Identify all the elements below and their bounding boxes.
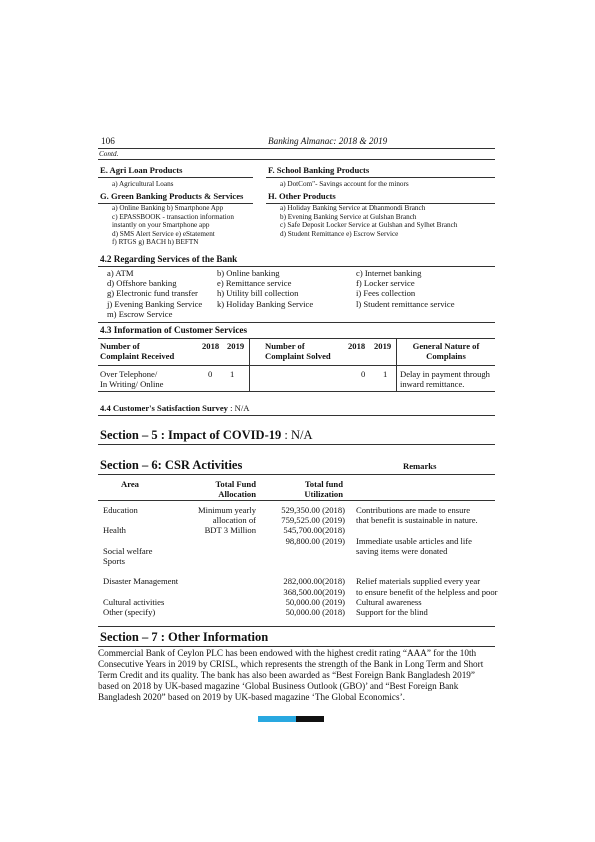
- cs-header-text: Complains: [426, 351, 466, 362]
- csr-remark-cell: Immediate usable articles and life: [356, 535, 472, 546]
- csr-remarks-column: [356, 505, 498, 617]
- running-title: Banking Almanac: 2018 & 2019: [268, 136, 388, 146]
- cs-header-2018: 2018: [202, 341, 220, 351]
- satisfaction-value: : N/A: [227, 403, 250, 413]
- other-item: b) Evening Banking Service at Gulshan Branch: [280, 212, 417, 221]
- cs-header-2019: 2019: [227, 341, 245, 351]
- csr-header-text: Total Fund: [215, 479, 256, 489]
- footer-bar-black: [296, 716, 324, 722]
- csr-util-cell: 759,525.00 (2019): [281, 515, 345, 526]
- service-item: h) Utility bill collection: [217, 288, 299, 299]
- cs-header-text: Complaint Received: [100, 351, 175, 362]
- csr-header-allocation: [190, 479, 256, 499]
- cs-divider: [249, 338, 250, 391]
- csr-util-cell: 282,000.00(2018): [283, 576, 345, 587]
- csr-util-cell: 98,800.00 (2019): [285, 535, 345, 546]
- school-item: a) DotCom"- Savings account for the minors: [280, 180, 409, 188]
- section-7-body: [98, 648, 483, 703]
- csr-remark-cell: [356, 556, 498, 566]
- csr-area-cell: [103, 536, 178, 546]
- cs-row-channel: [100, 369, 163, 389]
- section-7-line: Term Credit and its quality. The bank has also been awarded as “Best Foreign Bank Bangladesh 2019”: [98, 670, 475, 680]
- other-item: c) Safe Deposit Locker Service at Gulshan and Sylhet Branch: [280, 221, 458, 230]
- page-number: 106: [101, 136, 115, 146]
- cs-header-text: Complaint Solved: [265, 351, 331, 362]
- csr-remark-cell: Contributions are made to ensure: [356, 505, 471, 515]
- other-products-title: H. Other Products: [268, 191, 336, 201]
- section-7-title: Section – 7 : Other Information: [100, 630, 269, 644]
- csr-remarks-header: Remarks: [403, 461, 437, 471]
- service-item: i) Fees collection: [356, 288, 416, 299]
- section-7-rule: [98, 646, 495, 647]
- cs-header-text: Number of: [265, 341, 305, 351]
- csr-area-cell: Social welfare: [103, 545, 153, 556]
- csr-utilization-column: [262, 505, 345, 617]
- service-item: k) Holiday Banking Service: [217, 298, 314, 309]
- csr-area-cell: Other (specify): [103, 607, 156, 618]
- section-7-line: Commercial Bank of Ceylon PLC has been endowed with the highest credit rating “AAA” for the 10th: [98, 648, 477, 658]
- csr-util-cell: [262, 556, 345, 566]
- csr-util-cell: 50,000.00 (2019): [285, 596, 345, 607]
- service-item: c) Internet banking: [356, 268, 422, 278]
- csr-remark-cell: Cultural awareness: [356, 596, 422, 607]
- cs-cell: Over Telephone/: [100, 369, 158, 379]
- service-item: d) Offshore banking: [107, 278, 177, 289]
- cs-cell: inward remittance.: [400, 379, 465, 390]
- csr-alloc-cell: Minimum yearly: [198, 505, 256, 515]
- section-5-rule: [98, 444, 495, 445]
- services-col-3: [356, 268, 455, 309]
- cs-header-solved-2018: 2018: [348, 341, 366, 351]
- csr-remark-cell: Relief materials supplied every year: [356, 576, 481, 587]
- other-item: a) Holiday Banking Service at Dhanmondi Branch: [280, 204, 426, 212]
- cs-header-text: General Nature of: [412, 341, 480, 351]
- green-item: c) EPASSBOOK - transaction information: [112, 212, 234, 221]
- section-5-title: Section – 5 : Impact of COVID-19: [100, 428, 282, 442]
- csr-area-cell: [103, 566, 178, 576]
- csr-area-cell: Health: [103, 525, 126, 536]
- services-rule-top: [98, 266, 495, 267]
- satisfaction-survey: [100, 403, 249, 413]
- csr-alloc-cell: allocation of: [212, 515, 256, 526]
- green-item: a) Online Banking b) Smartphone App: [112, 204, 224, 212]
- csr-area-cell: Sports: [103, 556, 125, 567]
- cs-header-text: Number of: [100, 341, 140, 351]
- service-item: a) ATM: [107, 268, 134, 278]
- csr-header-text: Allocation: [218, 489, 256, 500]
- agri-item: a) Agricultural Loans: [112, 180, 174, 188]
- section-5-heading: [100, 428, 312, 443]
- csr-rule-top: [98, 474, 495, 475]
- contd-rule: [98, 159, 495, 160]
- footer-bar-blue: [258, 716, 296, 722]
- csr-header-text: Utilization: [304, 489, 343, 500]
- cs-header-solved-2019: 2019: [374, 341, 392, 351]
- other-products-list: [280, 204, 457, 238]
- cs-row-nature: [400, 369, 490, 389]
- cs-table-mid-rule: [98, 365, 495, 366]
- csr-remark-cell: saving items were donated: [356, 545, 448, 556]
- customer-services-title: 4.3 Information of Customer Services: [100, 325, 248, 335]
- service-item: l) Student remittance service: [356, 298, 455, 309]
- service-item: f) Locker service: [356, 278, 415, 289]
- other-item: d) Student Remittance e) Escrow Service: [280, 229, 399, 238]
- csr-area-cell: Disaster Management: [103, 576, 179, 587]
- cs-cell: In Writing/ Online: [100, 379, 164, 390]
- cs-table-top-rule: [98, 338, 495, 339]
- csr-header-utilization: [280, 479, 343, 499]
- service-item: m) Escrow Service: [107, 308, 173, 319]
- section-7-line: based on 2018 by UK-based magazine ‘Global Business Outlook (GBO)’ and “Best Foreign Bank: [98, 681, 459, 691]
- service-item: b) Online banking: [217, 268, 280, 278]
- cs-solved-2018: 0: [361, 369, 366, 379]
- satisfaction-rule: [98, 415, 495, 416]
- csr-remark-cell: Support for the blind: [356, 607, 428, 618]
- csr-remark-cell: [356, 525, 498, 535]
- header-rule: [98, 148, 495, 149]
- csr-remark-cell: [356, 566, 498, 576]
- csr-remark-cell: to ensure benefit of the helpless and poor: [356, 586, 498, 597]
- green-products-title: G. Green Banking Products & Services: [100, 191, 244, 201]
- cs-received-2018: 0: [208, 369, 213, 379]
- cs-divider: [396, 338, 397, 391]
- cs-header-nature: [400, 341, 492, 361]
- satisfaction-label: 4.4 Customer's Satisfaction Survey: [100, 403, 228, 413]
- section-7-line: Consecutive Years in 2019 by CRISL, which represents the strength of the Bank in Long Term and Short: [98, 659, 484, 669]
- csr-rule-bottom: [98, 626, 495, 627]
- csr-alloc-cell: BDT 3 Million: [204, 525, 256, 536]
- cs-table-bottom-rule: [98, 391, 495, 392]
- cs-header-received: [100, 341, 174, 361]
- csr-area-cell: [103, 587, 178, 597]
- csr-util-cell: [262, 566, 345, 576]
- csr-util-cell: 368,500.00(2019): [283, 586, 345, 597]
- services-col-2: [217, 268, 313, 309]
- csr-util-cell: [262, 546, 345, 556]
- cs-received-2019: 1: [230, 369, 235, 379]
- cs-solved-2019: 1: [383, 369, 388, 379]
- csr-rule-header: [98, 500, 495, 501]
- csr-area-cell: Cultural activities: [103, 596, 165, 607]
- green-item: instantly on your Smartphone app: [112, 221, 210, 230]
- contd-label: Contd.: [99, 150, 119, 158]
- green-item: f) RTGS g) BACH h) BEFTN: [112, 238, 199, 247]
- services-col-1: [107, 268, 202, 319]
- cs-header-solved: [265, 341, 331, 361]
- services-title: 4.2 Regarding Services of the Bank: [100, 254, 238, 264]
- agri-products-title: E. Agri Loan Products: [100, 165, 183, 175]
- agri-rule: [98, 177, 253, 178]
- service-item: g) Electronic fund transfer: [107, 288, 198, 299]
- service-item: e) Remittance service: [217, 278, 292, 289]
- cs-cell: Delay in payment through: [400, 369, 490, 379]
- services-rule-bottom: [98, 322, 495, 323]
- service-item: j) Evening Banking Service: [107, 298, 203, 309]
- csr-util-cell: 545,700.00(2018): [283, 525, 345, 536]
- section-5-value: : N/A: [281, 428, 313, 442]
- section-7-line: Bangladesh 2020” based on 2019 by UK-based magazine ‘The Global Economics’.: [98, 692, 405, 702]
- csr-allocation-column: [180, 505, 256, 536]
- green-products-list: [112, 204, 234, 247]
- csr-header-area: Area: [121, 479, 139, 489]
- csr-util-cell: 529,350.00 (2018): [281, 505, 345, 515]
- csr-remark-cell: that benefit is sustainable in nature.: [356, 515, 478, 526]
- green-item: d) SMS Alert Service e) eStatement: [112, 229, 215, 238]
- csr-area-column: [103, 505, 178, 617]
- csr-util-cell: 50,000.00 (2018): [285, 607, 345, 618]
- school-rule: [266, 177, 495, 178]
- csr-area-cell: [103, 515, 178, 525]
- section-6-title: Section – 6: CSR Activities: [100, 458, 243, 472]
- csr-area-cell: Education: [103, 505, 138, 515]
- csr-header-text: Total fund: [304, 479, 343, 489]
- school-products-title: F. School Banking Products: [268, 165, 370, 175]
